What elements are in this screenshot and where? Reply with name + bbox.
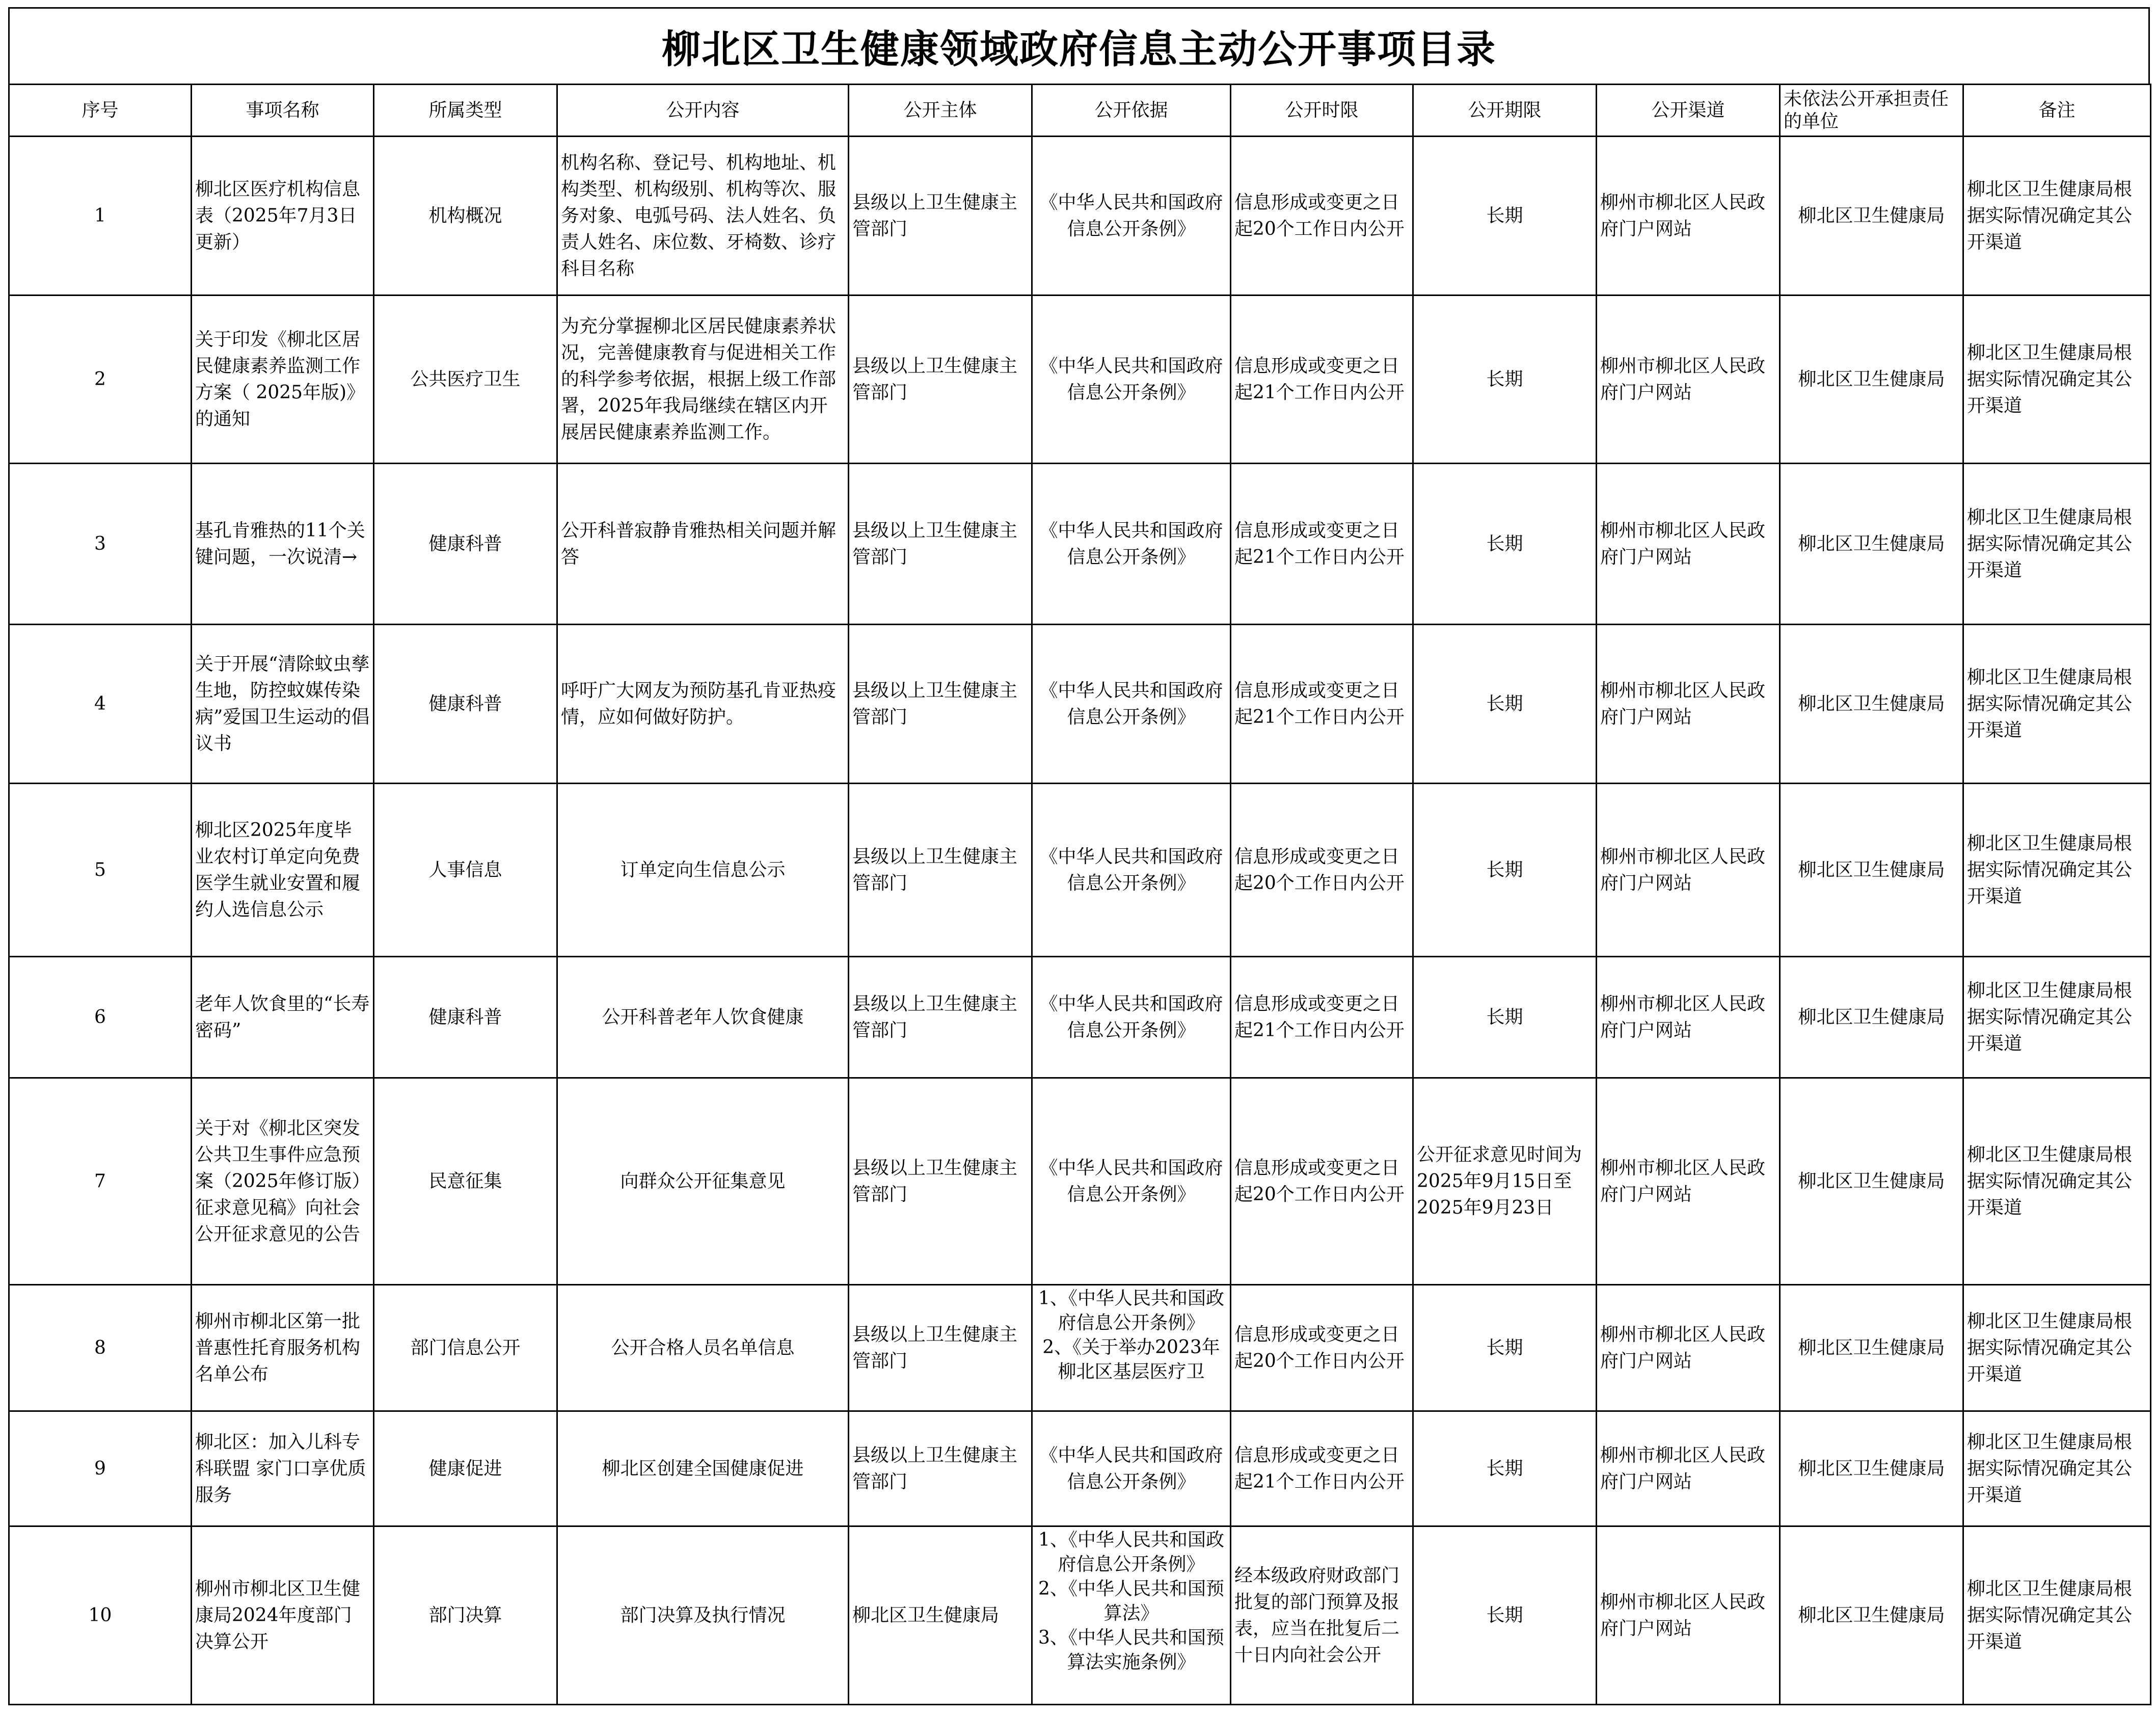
cell-no-text: 2 (94, 368, 106, 390)
cell-responsible-unit (1780, 784, 1963, 957)
cell-name-text: 柳北区2025年度毕业农村订单定向免费医学生就业安置和履约人选信息公示 (195, 819, 361, 920)
cell-channel-text: 柳州市柳北区人民政府门户网站 (1600, 192, 1766, 239)
cell-responsible-unit-text: 柳北区卫生健康局 (1798, 533, 1945, 554)
cell-content-text: 公开科普寂静肯雅热相关问题并解答 (561, 520, 837, 568)
cell-note (1963, 137, 2151, 296)
cell-no-text: 8 (94, 1337, 106, 1358)
cell-note (1963, 464, 2151, 625)
cell-note-text: 柳北区卫生健康局根据实际情况确定其公开渠道 (1967, 833, 2133, 907)
header-period: 公开期限 (1413, 85, 1597, 137)
cell-period-text: 长期 (1486, 1604, 1523, 1626)
cell-subject (849, 1078, 1032, 1285)
basis-line: 3、《中华人民共和国预算法实施条例》 (1038, 1627, 1224, 1673)
cell-subject-text: 县级以上卫生健康主管部门 (852, 1324, 1018, 1372)
cell-type (374, 1285, 557, 1411)
cell-period (1413, 784, 1597, 957)
cell-responsible-unit (1780, 296, 1963, 464)
cell-name (192, 464, 374, 625)
cell-subject-text: 县级以上卫生健康主管部门 (852, 1444, 1018, 1492)
cell-name-text: 关于印发《柳北区居民健康素养监测工作方案（ 2025年版)》的通知 (195, 329, 365, 430)
table-row (9, 1411, 2151, 1526)
cell-subject-text: 县级以上卫生健康主管部门 (852, 680, 1018, 728)
cell-type-text: 健康科普 (428, 533, 502, 554)
cell-basis-text: 《中华人民共和国政府信息公开条例》 (1039, 192, 1223, 239)
cell-no (9, 957, 192, 1078)
cell-period (1413, 1285, 1597, 1411)
cell-subject-text: 县级以上卫生健康主管部门 (852, 355, 1018, 403)
document-sheet (8, 7, 2150, 1709)
cell-content-text: 公开科普老年人饮食健康 (602, 1006, 804, 1028)
cell-responsible-unit-text: 柳北区卫生健康局 (1798, 1170, 1945, 1192)
cell-responsible-unit-text: 柳北区卫生健康局 (1798, 1006, 1945, 1028)
cell-basis (1032, 784, 1231, 957)
cell-time-limit (1231, 1285, 1413, 1411)
cell-name (192, 137, 374, 296)
cell-note (1963, 1078, 2151, 1285)
table-row (9, 137, 2151, 296)
cell-time-limit-text: 信息形成或变更之日起20个工作日内公开 (1234, 1157, 1405, 1205)
cell-subject-text: 县级以上卫生健康主管部门 (852, 846, 1018, 894)
cell-time-limit-text: 信息形成或变更之日起21个工作日内公开 (1234, 1444, 1405, 1492)
cell-content (557, 137, 849, 296)
cell-channel (1597, 1411, 1780, 1526)
cell-period-text: 长期 (1486, 368, 1523, 390)
cell-basis-text: 《中华人民共和国政府信息公开条例》 (1039, 846, 1223, 894)
cell-type (374, 784, 557, 957)
document-title: 柳北区卫生健康领域政府信息主动公开事项目录 (8, 7, 2150, 84)
cell-note (1963, 625, 2151, 784)
cell-name (192, 1411, 374, 1526)
cell-content (557, 784, 849, 957)
cell-basis (1032, 957, 1231, 1078)
cell-channel-text: 柳州市柳北区人民政府门户网站 (1600, 355, 1766, 403)
cell-time-limit (1231, 957, 1413, 1078)
cell-content-text: 机构名称、登记号、机构地址、机构类型、机构级别、机构等次、服务对象、电弧号码、法人姓名、负责人姓名、床位数、牙椅数、诊疗科目名称 (561, 152, 837, 279)
cell-no (9, 1526, 192, 1705)
header-content: 公开内容 (557, 85, 849, 137)
cell-note-text: 柳北区卫生健康局根据实际情况确定其公开渠道 (1967, 1578, 2133, 1652)
cell-name (192, 625, 374, 784)
cell-type (374, 296, 557, 464)
cell-name (192, 1078, 374, 1285)
cell-responsible-unit-text: 柳北区卫生健康局 (1798, 368, 1945, 390)
cell-content-text: 订单定向生信息公示 (620, 859, 786, 880)
cell-no (9, 1078, 192, 1285)
cell-content (557, 957, 849, 1078)
cell-no-text: 5 (94, 859, 106, 880)
cell-subject-text: 县级以上卫生健康主管部门 (852, 993, 1018, 1041)
cell-name-text: 老年人饮食里的“长寿密码” (195, 993, 370, 1041)
cell-subject-text: 县级以上卫生健康主管部门 (852, 1157, 1018, 1205)
cell-type-text: 公共医疗卫生 (410, 368, 521, 390)
cell-time-limit-text: 信息形成或变更之日起21个工作日内公开 (1234, 993, 1405, 1041)
header-note: 备注 (1963, 85, 2151, 137)
cell-subject (849, 296, 1032, 464)
cell-channel (1597, 957, 1780, 1078)
cell-type-text: 部门信息公开 (410, 1337, 521, 1358)
table-row (9, 1078, 2151, 1285)
cell-period-text: 长期 (1486, 533, 1523, 554)
cell-type-text: 部门决算 (428, 1604, 502, 1626)
cell-note-text: 柳北区卫生健康局根据实际情况确定其公开渠道 (1967, 1431, 2133, 1506)
table-row (9, 464, 2151, 625)
cell-period-text: 长期 (1486, 859, 1523, 880)
cell-basis-text: 《中华人民共和国政府信息公开条例》 (1039, 680, 1223, 728)
cell-channel-text: 柳州市柳北区人民政府门户网站 (1600, 1444, 1766, 1492)
cell-responsible-unit (1780, 625, 1963, 784)
table-row (9, 625, 2151, 784)
cell-period (1413, 625, 1597, 784)
cell-subject-text: 县级以上卫生健康主管部门 (852, 520, 1018, 568)
cell-note (1963, 957, 2151, 1078)
cell-responsible-unit (1780, 464, 1963, 625)
cell-type (374, 1078, 557, 1285)
cell-type-text: 民意征集 (428, 1170, 502, 1192)
cell-no (9, 1285, 192, 1411)
cell-time-limit (1231, 137, 1413, 296)
cell-name-text: 柳北区：加入儿科专科联盟 家门口享优质服务 (195, 1431, 366, 1506)
cell-time-limit (1231, 464, 1413, 625)
cell-period-text: 长期 (1486, 1006, 1523, 1028)
cell-note-text: 柳北区卫生健康局根据实际情况确定其公开渠道 (1967, 980, 2133, 1054)
cell-responsible-unit-text: 柳北区卫生健康局 (1798, 693, 1945, 714)
table-row (9, 1526, 2151, 1705)
cell-name-text: 基孔肯雅热的11个关键问题，一次说清→ (195, 520, 365, 568)
cell-type-text: 健康科普 (428, 693, 502, 714)
cell-content-text: 呼吁广大网友为预防基孔肯亚热疫情，应如何做好防护。 (561, 680, 837, 728)
cell-channel-text: 柳州市柳北区人民政府门户网站 (1600, 680, 1766, 728)
cell-note (1963, 784, 2151, 957)
cell-basis (1032, 1411, 1231, 1526)
cell-note (1963, 1526, 2151, 1705)
cell-content (557, 1285, 849, 1411)
cell-channel (1597, 464, 1780, 625)
cell-time-limit-text: 信息形成或变更之日起21个工作日内公开 (1234, 680, 1405, 728)
cell-content-text: 向群众公开征集意见 (620, 1170, 786, 1192)
cell-no (9, 296, 192, 464)
header-time-limit: 公开时限 (1231, 85, 1413, 137)
cell-note-text: 柳北区卫生健康局根据实际情况确定其公开渠道 (1967, 1310, 2133, 1385)
basis-list (1036, 1286, 1227, 1384)
cell-channel-text: 柳州市柳北区人民政府门户网站 (1600, 993, 1766, 1041)
cell-type (374, 1411, 557, 1526)
cell-time-limit (1231, 625, 1413, 784)
cell-period-text: 长期 (1486, 1337, 1523, 1358)
cell-responsible-unit (1780, 1078, 1963, 1285)
cell-no (9, 784, 192, 957)
cell-responsible-unit (1780, 137, 1963, 296)
cell-responsible-unit-text: 柳北区卫生健康局 (1798, 1337, 1945, 1358)
basis-line: 1、《中华人民共和国政府信息公开条例》 (1038, 1530, 1224, 1575)
disclosure-table (8, 84, 2151, 1705)
cell-period (1413, 957, 1597, 1078)
cell-name-text: 柳北区医疗机构信息表（2025年7月3日更新） (195, 178, 361, 253)
cell-period (1413, 464, 1597, 625)
cell-subject (849, 137, 1032, 296)
cell-content (557, 1411, 849, 1526)
header-basis: 公开依据 (1032, 85, 1231, 137)
cell-subject (849, 1411, 1032, 1526)
cell-time-limit-text: 信息形成或变更之日起20个工作日内公开 (1234, 846, 1405, 894)
table-row (9, 1285, 2151, 1411)
table-row (9, 957, 2151, 1078)
cell-channel-text: 柳州市柳北区人民政府门户网站 (1600, 846, 1766, 894)
cell-basis-text: 《中华人民共和国政府信息公开条例》 (1039, 1157, 1223, 1205)
cell-type (374, 625, 557, 784)
table-body (9, 137, 2151, 1705)
cell-no-text: 6 (94, 1006, 106, 1028)
cell-note-text: 柳北区卫生健康局根据实际情况确定其公开渠道 (1967, 1144, 2133, 1218)
cell-channel (1597, 784, 1780, 957)
cell-channel (1597, 137, 1780, 296)
cell-no (9, 1411, 192, 1526)
cell-responsible-unit (1780, 1411, 1963, 1526)
cell-name (192, 296, 374, 464)
cell-channel-text: 柳州市柳北区人民政府门户网站 (1600, 1591, 1766, 1639)
cell-no-text: 1 (94, 205, 106, 226)
cell-responsible-unit-text: 柳北区卫生健康局 (1798, 1604, 1945, 1626)
cell-no-text: 7 (94, 1170, 106, 1192)
cell-note (1963, 1411, 2151, 1526)
cell-name-text: 关于开展“清除蚊虫孳生地，防控蚊媒传染病”爱国卫生运动的倡议书 (195, 653, 370, 754)
cell-type-text: 健康科普 (428, 1006, 502, 1028)
cell-type-text: 健康促进 (428, 1458, 502, 1479)
cell-responsible-unit (1780, 1285, 1963, 1411)
cell-content-text: 部门决算及执行情况 (620, 1604, 786, 1626)
cell-no (9, 137, 192, 296)
cell-name-text: 柳州市柳北区第一批普惠性托育服务机构名单公布 (195, 1310, 361, 1385)
cell-period (1413, 1411, 1597, 1526)
cell-channel (1597, 1526, 1780, 1705)
cell-period (1413, 1078, 1597, 1285)
cell-content (557, 296, 849, 464)
cell-subject-text: 县级以上卫生健康主管部门 (852, 192, 1018, 239)
cell-no-text: 9 (94, 1458, 106, 1479)
cell-name-text: 柳州市柳北区卫生健康局2024年度部门决算公开 (195, 1578, 361, 1652)
cell-basis-text: 《中华人民共和国政府信息公开条例》 (1039, 355, 1223, 403)
cell-responsible-unit-text: 柳北区卫生健康局 (1798, 1458, 1945, 1479)
cell-basis-text: 《中华人民共和国政府信息公开条例》 (1039, 520, 1223, 568)
cell-responsible-unit (1780, 1526, 1963, 1705)
cell-period-text: 长期 (1486, 693, 1523, 714)
cell-type (374, 957, 557, 1078)
cell-time-limit (1231, 1078, 1413, 1285)
cell-channel-text: 柳州市柳北区人民政府门户网站 (1600, 1324, 1766, 1372)
cell-time-limit (1231, 784, 1413, 957)
table-row (9, 296, 2151, 464)
cell-content-text: 为充分掌握柳北区居民健康素养状况，完善健康教育与促进相关工作的科学参考依据，根据上级工作部署，2025年我局继续在辖区内开展居民健康素养监测工作。 (561, 315, 837, 443)
cell-note-text: 柳北区卫生健康局根据实际情况确定其公开渠道 (1967, 342, 2133, 416)
cell-basis (1032, 1285, 1231, 1411)
cell-basis-text: 《中华人民共和国政府信息公开条例》 (1039, 1444, 1223, 1492)
header-type: 所属类型 (374, 85, 557, 137)
cell-time-limit-text: 经本级政府财政部门批复的部门预算及报表，应当在批复后二十日内向社会公开 (1234, 1565, 1400, 1666)
cell-content (557, 625, 849, 784)
cell-subject (849, 957, 1032, 1078)
cell-basis (1032, 296, 1231, 464)
cell-note (1963, 296, 2151, 464)
cell-content-text: 公开合格人员名单信息 (611, 1337, 795, 1358)
cell-type (374, 137, 557, 296)
header-no: 序号 (9, 85, 192, 137)
cell-note-text: 柳北区卫生健康局根据实际情况确定其公开渠道 (1967, 666, 2133, 741)
cell-note-text: 柳北区卫生健康局根据实际情况确定其公开渠道 (1967, 506, 2133, 581)
cell-no-text: 3 (94, 533, 106, 554)
cell-period (1413, 137, 1597, 296)
cell-subject (849, 1526, 1032, 1705)
cell-name (192, 957, 374, 1078)
cell-subject-text: 柳北区卫生健康局 (852, 1604, 1000, 1626)
cell-type-text: 机构概况 (428, 205, 502, 226)
cell-no-text: 10 (88, 1604, 112, 1626)
cell-channel (1597, 1078, 1780, 1285)
cell-no (9, 464, 192, 625)
cell-basis (1032, 1526, 1231, 1705)
cell-subject (849, 1285, 1032, 1411)
cell-channel (1597, 625, 1780, 784)
cell-basis (1032, 464, 1231, 625)
cell-time-limit-text: 信息形成或变更之日起20个工作日内公开 (1234, 1324, 1405, 1372)
basis-line: 2、《中华人民共和国预算法》 (1038, 1578, 1224, 1624)
cell-name-text: 关于对《柳北区突发公共卫生事件应急预案（2025年修订版）征求意见稿》向社会公开征求意见的公告 (195, 1117, 361, 1245)
basis-line: 1、《中华人民共和国政府信息公开条例》 (1038, 1288, 1224, 1333)
header-subject: 公开主体 (849, 85, 1032, 137)
cell-period-text: 长期 (1486, 1458, 1523, 1479)
cell-time-limit-text: 信息形成或变更之日起20个工作日内公开 (1234, 192, 1405, 239)
cell-subject (849, 464, 1032, 625)
table-row (9, 784, 2151, 957)
cell-subject (849, 784, 1032, 957)
cell-name (192, 784, 374, 957)
header-channel: 公开渠道 (1597, 85, 1780, 137)
cell-time-limit-text: 信息形成或变更之日起21个工作日内公开 (1234, 520, 1405, 568)
header-name: 事项名称 (192, 85, 374, 137)
cell-period-text: 长期 (1486, 205, 1523, 226)
cell-time-limit (1231, 296, 1413, 464)
cell-period-text: 公开征求意见时间为2025年9月15日至2025年9月23日 (1417, 1144, 1582, 1218)
cell-content (557, 1526, 849, 1705)
cell-time-limit (1231, 1526, 1413, 1705)
cell-channel-text: 柳州市柳北区人民政府门户网站 (1600, 1157, 1766, 1205)
cell-name (192, 1285, 374, 1411)
cell-content (557, 1078, 849, 1285)
cell-content (557, 464, 849, 625)
cell-time-limit-text: 信息形成或变更之日起21个工作日内公开 (1234, 355, 1405, 403)
cell-time-limit (1231, 1411, 1413, 1526)
cell-basis (1032, 137, 1231, 296)
cell-channel-text: 柳州市柳北区人民政府门户网站 (1600, 520, 1766, 568)
cell-no (9, 625, 192, 784)
cell-channel (1597, 1285, 1780, 1411)
cell-name (192, 1526, 374, 1705)
cell-responsible-unit (1780, 957, 1963, 1078)
cell-content-text: 柳北区创建全国健康促进 (602, 1458, 804, 1479)
cell-basis (1032, 1078, 1231, 1285)
cell-responsible-unit-text: 柳北区卫生健康局 (1798, 205, 1945, 226)
header-responsible-unit: 未依法公开承担责任的单位 (1780, 85, 1963, 137)
cell-responsible-unit-text: 柳北区卫生健康局 (1798, 859, 1945, 880)
cell-period (1413, 296, 1597, 464)
cell-basis (1032, 625, 1231, 784)
cell-note-text: 柳北区卫生健康局根据实际情况确定其公开渠道 (1967, 178, 2133, 253)
cell-period (1413, 1526, 1597, 1705)
cell-basis-text: 《中华人民共和国政府信息公开条例》 (1039, 993, 1223, 1041)
cell-type (374, 464, 557, 625)
cell-note (1963, 1285, 2151, 1411)
cell-type (374, 1526, 557, 1705)
basis-line: 2、《关于举办2023年柳北区基层医疗卫 (1042, 1337, 1220, 1382)
cell-channel (1597, 296, 1780, 464)
table-header-row (9, 85, 2151, 137)
cell-subject (849, 625, 1032, 784)
cell-no-text: 4 (94, 693, 106, 714)
basis-list (1036, 1528, 1227, 1675)
cell-type-text: 人事信息 (428, 859, 502, 880)
